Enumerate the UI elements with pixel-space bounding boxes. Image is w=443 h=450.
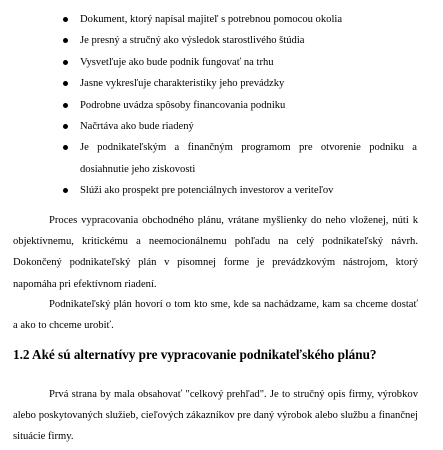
list-item <box>0 73 443 94</box>
list-item-text: Je podnikateľským a finančným programom pre otvorenie podniku a dosiahnutie jeho ziskovosti <box>80 142 417 175</box>
bullet-icon <box>63 38 68 43</box>
paragraph-text: Podnikateľský plán hovorí o tom kto sme, kde sa nachádzame, kam sa chceme dostať a ako to chceme urobiť. <box>13 299 418 332</box>
paragraph-text: Prvá strana by mala obsahovať "celkový prehľad". Je to stručný opis firmy, výrobkov alebo poskytovaných služieb, cieľových zákazníkov pre daný výrobok alebo službu a finančnej situácie firmy. <box>13 389 418 443</box>
bullet-icon <box>63 60 68 65</box>
list-item <box>0 9 443 30</box>
bullet-list <box>0 9 443 202</box>
paragraph <box>13 210 418 295</box>
list-item-text: Načrtáva ako bude riadený <box>80 121 194 133</box>
paragraph <box>13 294 418 336</box>
list-item <box>0 95 443 116</box>
bullet-icon <box>63 17 68 22</box>
bullet-icon <box>63 103 68 108</box>
list-item-text: Slúži ako prospekt pre potenciálnych investorov a veriteľov <box>80 185 334 197</box>
list-item-text: Dokument, ktorý napísal majiteľ s potrebnou pomocou okolia <box>80 14 343 25</box>
section-heading: 1.2 Aké sú alternatívy pre vypracovanie podnikateľského plánu? <box>13 347 377 362</box>
bullet-icon <box>63 145 68 150</box>
paragraph-text: Proces vypracovania obchodného plánu, vrátane myšlienky do neho vloženej, núti k objektívnemu, kritickému a neemocionálnemu pohľadu na celý podnikateľský návrh. Dokončený podnikateľský plán v písomnej forme je prevádzkovým nástrojom, ktorý napomáha pri efektívnom riadení. <box>13 215 418 290</box>
list-item <box>0 116 443 137</box>
paragraph <box>13 384 418 448</box>
list-item-text: Jasne vykresľuje charakteristiky jeho prevádzky <box>80 78 285 90</box>
list-item-text: Je presný a stručný ako výsledok starostlivého štúdia <box>80 35 305 47</box>
list-item <box>0 30 443 51</box>
bullet-icon <box>63 188 68 193</box>
list-item <box>0 180 443 201</box>
list-item <box>0 137 443 180</box>
list-item-text: Podrobne uvádza spôsoby financovania podniku <box>80 99 286 111</box>
bullet-icon <box>63 124 68 129</box>
list-item-text: Vysvetľuje ako bude podnik fungovať na trhu <box>80 56 274 68</box>
bullet-icon <box>63 81 68 86</box>
list-item <box>0 52 443 73</box>
